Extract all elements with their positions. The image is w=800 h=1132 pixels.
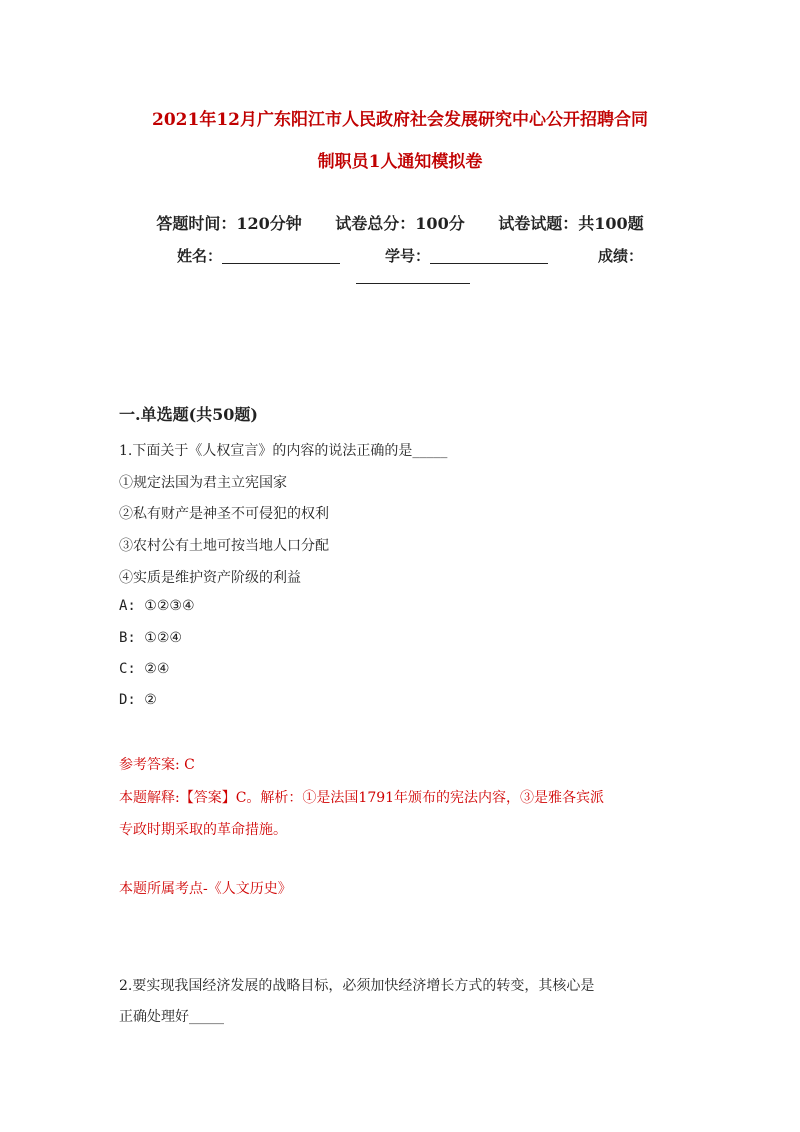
exam-title-line1: 2021年12月广东阳江市人民政府社会发展研究中心公开招聘合同 xyxy=(152,110,648,130)
q1-statement: ③农村公有土地可按当地人口分配 xyxy=(119,538,329,554)
score-blank xyxy=(356,283,470,284)
q1-explanation-line1: 本题解释:【答案】C。解析：①是法国1791年颁布的宪法内容，③是雅各宾派 xyxy=(119,790,605,806)
q1-stem: 1.下面关于《人权宣言》的内容的说法正确的是_____ xyxy=(119,443,448,459)
name-blank xyxy=(222,249,340,264)
name-field xyxy=(177,245,340,266)
exam-title-line2: 制职员1人通知模拟卷 xyxy=(317,152,483,172)
q2-stem-line1: 2.要实现我国经济发展的战略目标，必须加快经济增长方式的转变，其核心是 xyxy=(119,978,595,994)
exam-total-score: 试卷总分：100分 xyxy=(335,214,465,233)
q1-statement: ②私有财产是神圣不可侵犯的权利 xyxy=(119,506,329,522)
exam-time: 答题时间：120分钟 xyxy=(156,214,302,233)
id-field xyxy=(385,245,548,266)
q1-topic: 本题所属考点-《人文历史》 xyxy=(119,881,292,897)
q1-option-a: A: ①②③④ xyxy=(119,598,195,614)
exam-question-count: 试卷试题：共100题 xyxy=(498,214,644,233)
q1-option-b: B: ①②④ xyxy=(119,630,182,646)
q1-statement: ④实质是维护资产阶级的利益 xyxy=(119,570,301,586)
q2-stem-line2: 正确处理好_____ xyxy=(119,1009,224,1025)
score-label: 成绩： xyxy=(598,247,644,265)
section-title: 一.单选题(共50题) xyxy=(119,405,258,424)
id-label: 学号： xyxy=(385,247,431,265)
q1-explanation-line2: 专政时期采取的革命措施。 xyxy=(119,822,287,838)
q1-option-d: D: ② xyxy=(119,692,157,708)
id-blank xyxy=(430,249,548,264)
q1-option-c: C: ②④ xyxy=(119,661,170,677)
q1-statement: ①规定法国为君主立宪国家 xyxy=(119,475,287,491)
exam-meta xyxy=(90,211,710,234)
q1-answer: 参考答案: C xyxy=(119,757,195,773)
score-field xyxy=(598,245,643,266)
name-label: 姓名： xyxy=(177,247,223,265)
